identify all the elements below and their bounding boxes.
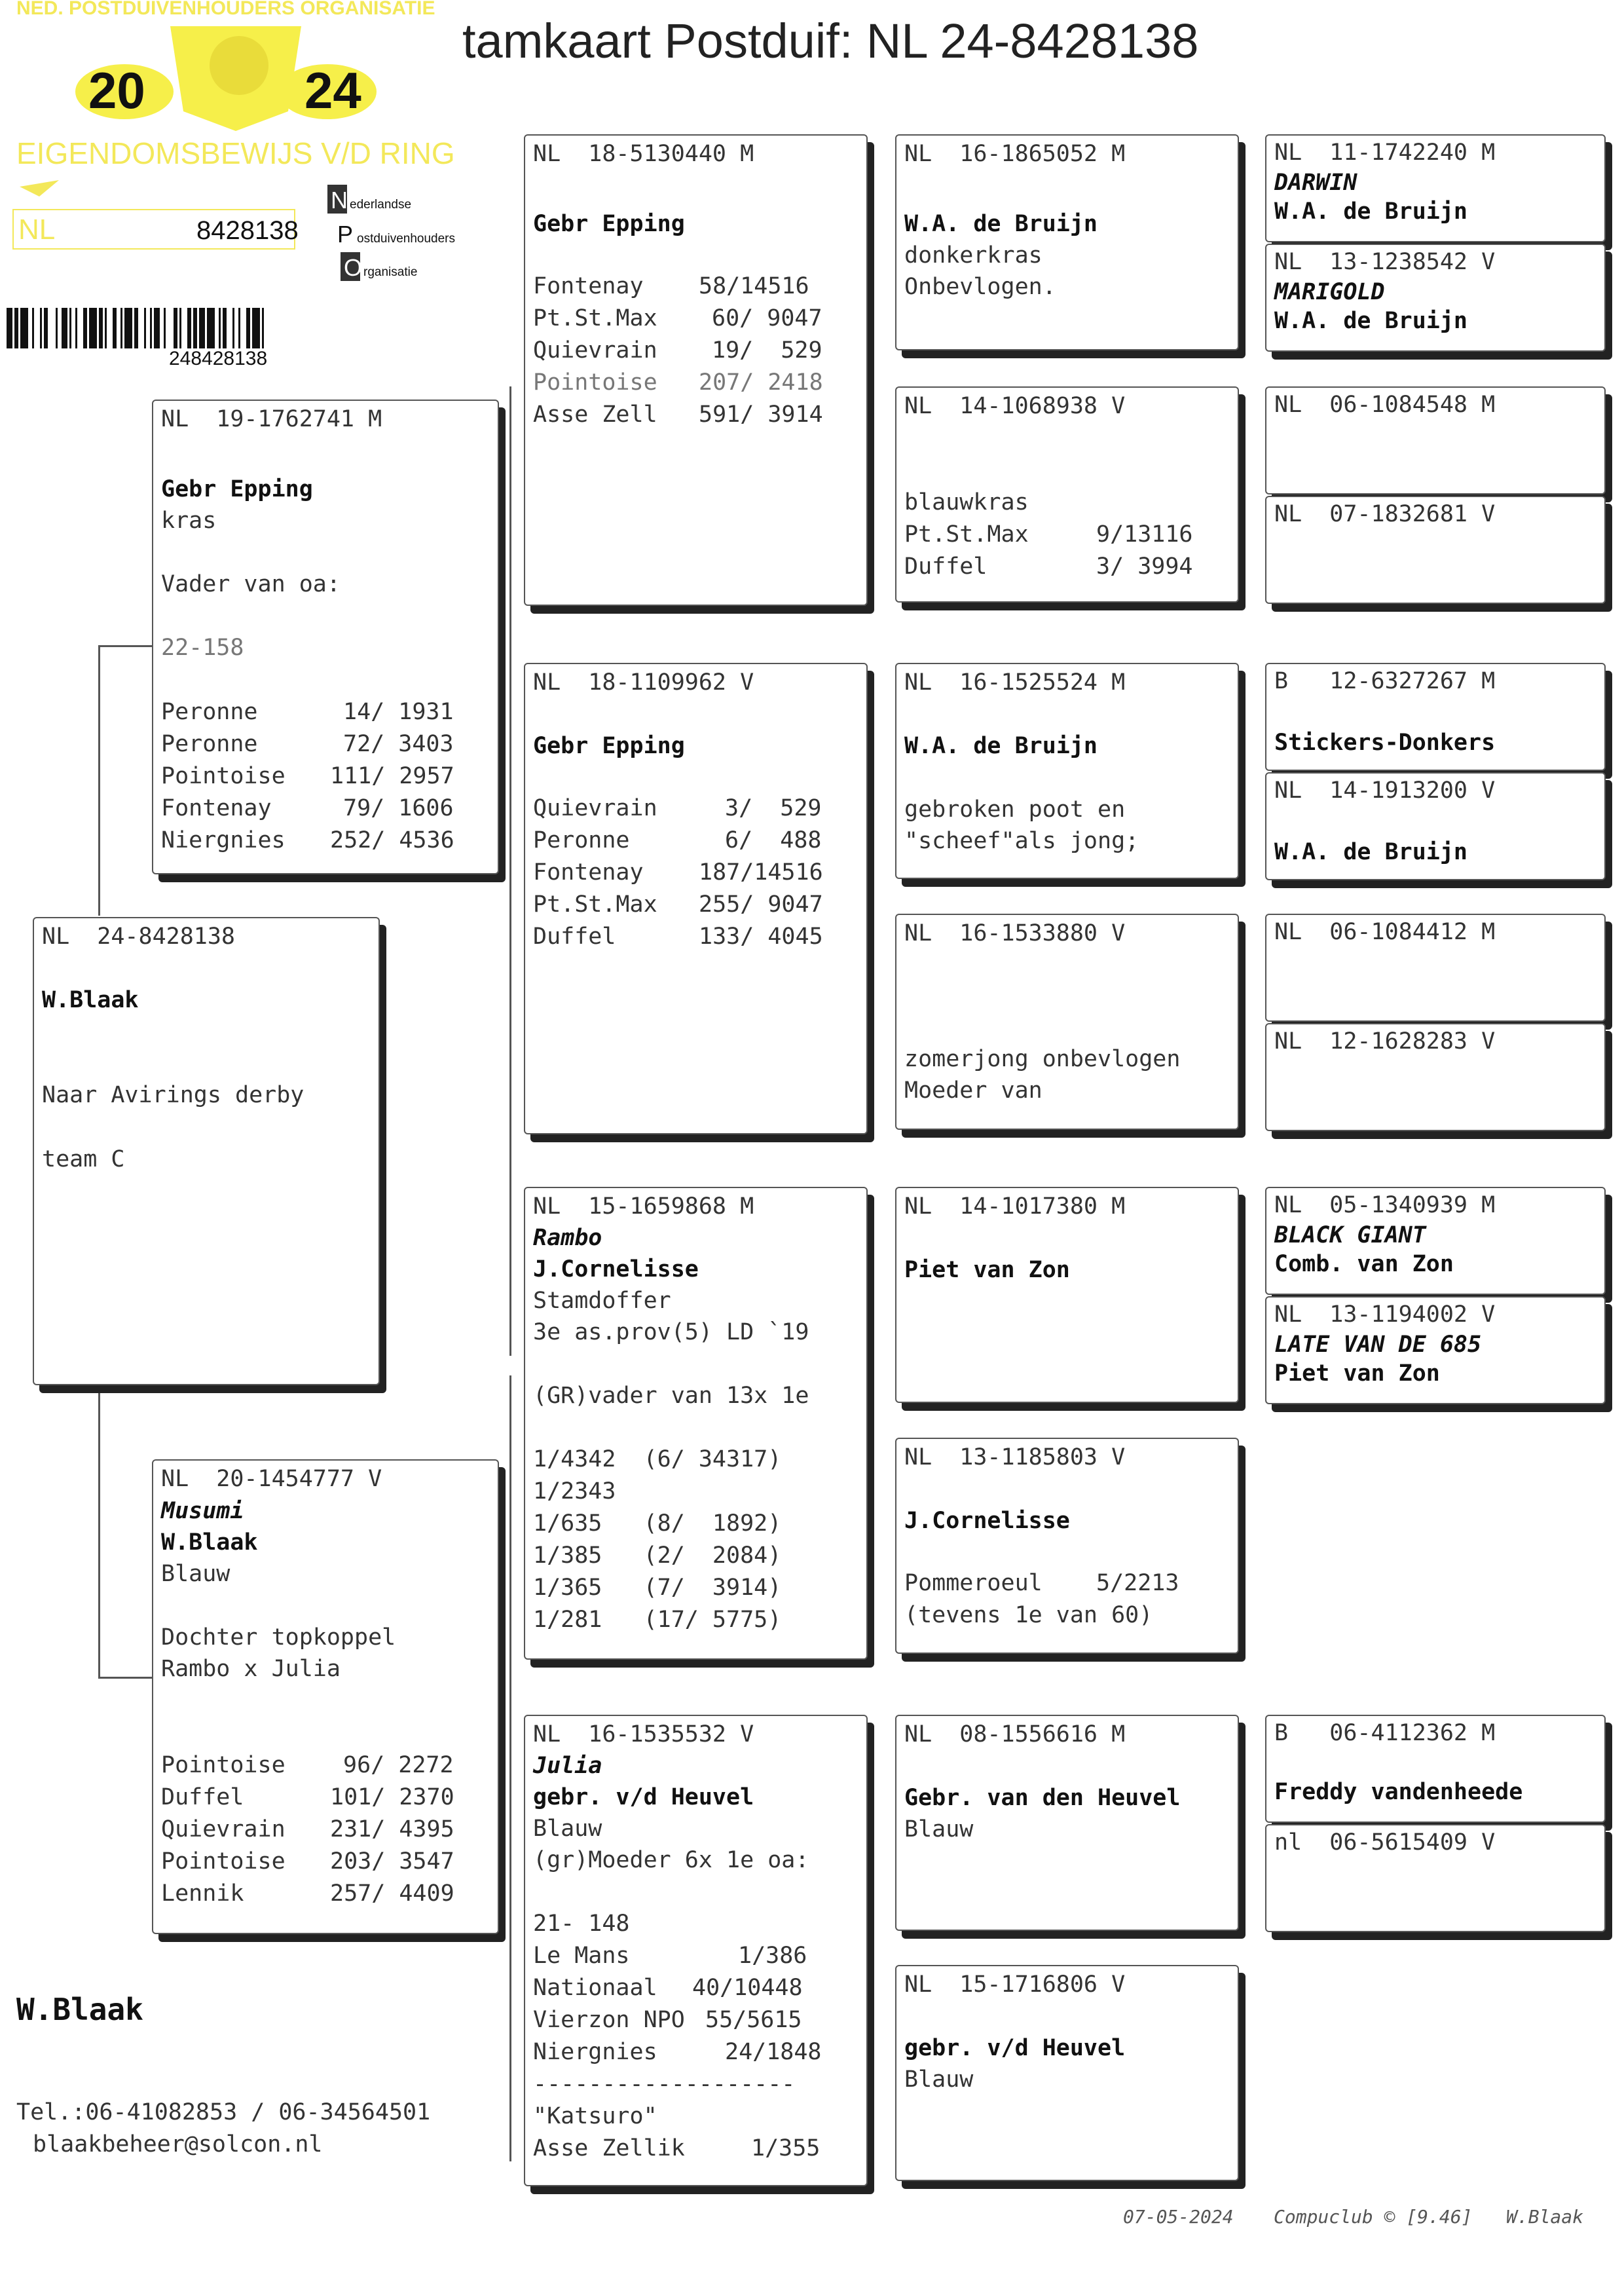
ring-certificate [0,0,465,373]
ds-sire-card: NL 14-1017380 M Piet van Zon [895,1187,1239,1403]
cert-ring-number: 8428138 [196,216,299,245]
g5-card: NL 13-1238542 V MARIGOLD W.A. de Bruijn [1265,244,1606,352]
g5-card: B 12-6327267 M Stickers-Donkers [1265,663,1606,771]
svg-text:O: O [344,254,363,281]
subject-owner: W.Blaak [42,987,139,1013]
g5-card: NL 13-1194002 V LATE VAN DE 685 Piet van Zon [1265,1296,1606,1404]
subject-ring: NL 24-8428138 [42,924,236,950]
g5-card: NL 11-1742240 M DARWIN W.A. de Bruijn [1265,134,1606,242]
cert-ring-title: EIGENDOMSBEWIJS V/D RING [16,136,455,170]
ss-dam-card: NL 14-1068938 V blauwkras Pt.St.Max 9/13116 Duffel 3/ 3994 [895,386,1239,603]
owner-email: blaakbeheer@solcon.nl [33,2131,323,2157]
g5-card: NL 06-1084412 M [1265,914,1606,1022]
cert-org-text: NED. POSTDUIVENHOUDERS ORGANISATIE [16,0,435,19]
g5-card: NL 06-1084548 M [1265,386,1606,495]
barcode-number: 248428138 [169,348,268,369]
g5-card: NL 14-1913200 V W.A. de Bruijn [1265,772,1606,880]
sire-sire-card: NL 18-5130440 M Gebr Epping Fontenay 58/14516 Pt.St.Max 60/ 9047 Quievrain 19/ 529 Pointoise 207/ 2418 Asse Zell 591/ 3914 [524,134,868,606]
sd-dam-card: NL 16-1533880 V zomerjong onbevlogen Moeder van [895,914,1239,1130]
dam-ring: NL 20-1454777 V [161,1466,382,1492]
ss-sire-card: NL 16-1865052 M W.A. de Bruijn donkerkras Onbevlogen. [895,134,1239,350]
sire-card: NL 19-1762741 M Gebr Epping kras Vader van oa: 22-158 Peronne 14/ 1931 Peronne 72/ 3403 Pointoise 111/ 2957 Fontenay 79/ 1606 Niergnies 252/ 4536 [152,400,499,874]
footer-software: Compuclub © [9.46] [1274,2206,1473,2228]
svg-text:NL: NL [18,214,56,246]
footer-date: 07-05-2024 [1123,2206,1234,2228]
g5-card: NL 07-1832681 V [1265,496,1606,604]
sire-dam-card: NL 18-1109962 V Gebr Epping Quievrain 3/ 529 Peronne 6/ 488 Fontenay 187/14516 Pt.St.Max 255/ 9047 Duffel 133/ 4045 [524,663,868,1134]
subject-card: NL 24-8428138 W.Blaak Naar Avirings derby team C [33,917,380,1385]
g5-card: NL 12-1628283 V [1265,1023,1606,1131]
barcode [7,308,264,348]
owner-name: W.Blaak [16,1992,143,2027]
g5-card: NL 05-1340939 M BLACK GIANT Comb. van Zon [1265,1187,1606,1295]
svg-text:rganisatie: rganisatie [363,265,418,279]
svg-text:20: 20 [88,62,145,119]
dam-dam-card: NL 16-1535532 V Julia gebr. v/d Heuvel Blauw (gr)Moeder 6x 1e oa: 21- 148 Le Mans 1/386 Nationaal 40/10448 Vierzon NPO 55/5615 Niergnies 24/1848 ------------------- "Katsuro" Asse Zellik 1/355 [524,1715,868,2186]
svg-text:N: N [331,187,348,214]
owner-phone: Tel.:06-41082853 / 06-34564501 [16,2099,431,2125]
sd-sire-card: NL 16-1525524 M W.A. de Bruijn gebroken poot en "scheef"als jong; [895,663,1239,879]
dd-sire-card: NL 08-1556616 M Gebr. van den Heuvel Blauw [895,1715,1239,1931]
g5-card: B 06-4112362 M Freddy vandenheede [1265,1715,1606,1823]
page-title: tamkaart Postduif: NL 24-8428138 [462,14,1199,68]
svg-text:ederlandse: ederlandse [350,198,412,212]
dam-card: NL 20-1454777 V Musumi W.Blaak Blauw Dochter topkoppel Rambo x Julia Pointoise 96/ 2272 Duffel 101/ 2370 Quievrain 231/ 4395 Pointoise 203/ 3547 Lennik 257/ 4409 [152,1459,499,1934]
dam-sire-card: NL 15-1659868 M Rambo J.Cornelisse Stamdoffer 3e as.prov(5) LD `19 (GR)vader van 13x 1e 1/4342 (6/ 34317) 1/2343 1/635 (8/ 1892) 1/385 (2/ 2084) 1/365 (7/ 3914) 1/281 (17/ 5775) [524,1187,868,1660]
svg-text:P: P [337,221,354,248]
ds-dam-card: NL 13-1185803 V J.Cornelisse Pommeroeul 5/2213 (tevens 1e van 60) [895,1438,1239,1654]
footer-owner: W.Blaak [1506,2206,1584,2228]
svg-text:ostduivenhouders: ostduivenhouders [357,232,455,246]
g5-card: nl 06-5615409 V [1265,1824,1606,1932]
svg-text:24: 24 [304,62,361,119]
dd-dam-card: NL 15-1716806 V gebr. v/d Heuvel Blauw [895,1965,1239,2181]
sire-ring: NL 19-1762741 M [161,406,382,432]
